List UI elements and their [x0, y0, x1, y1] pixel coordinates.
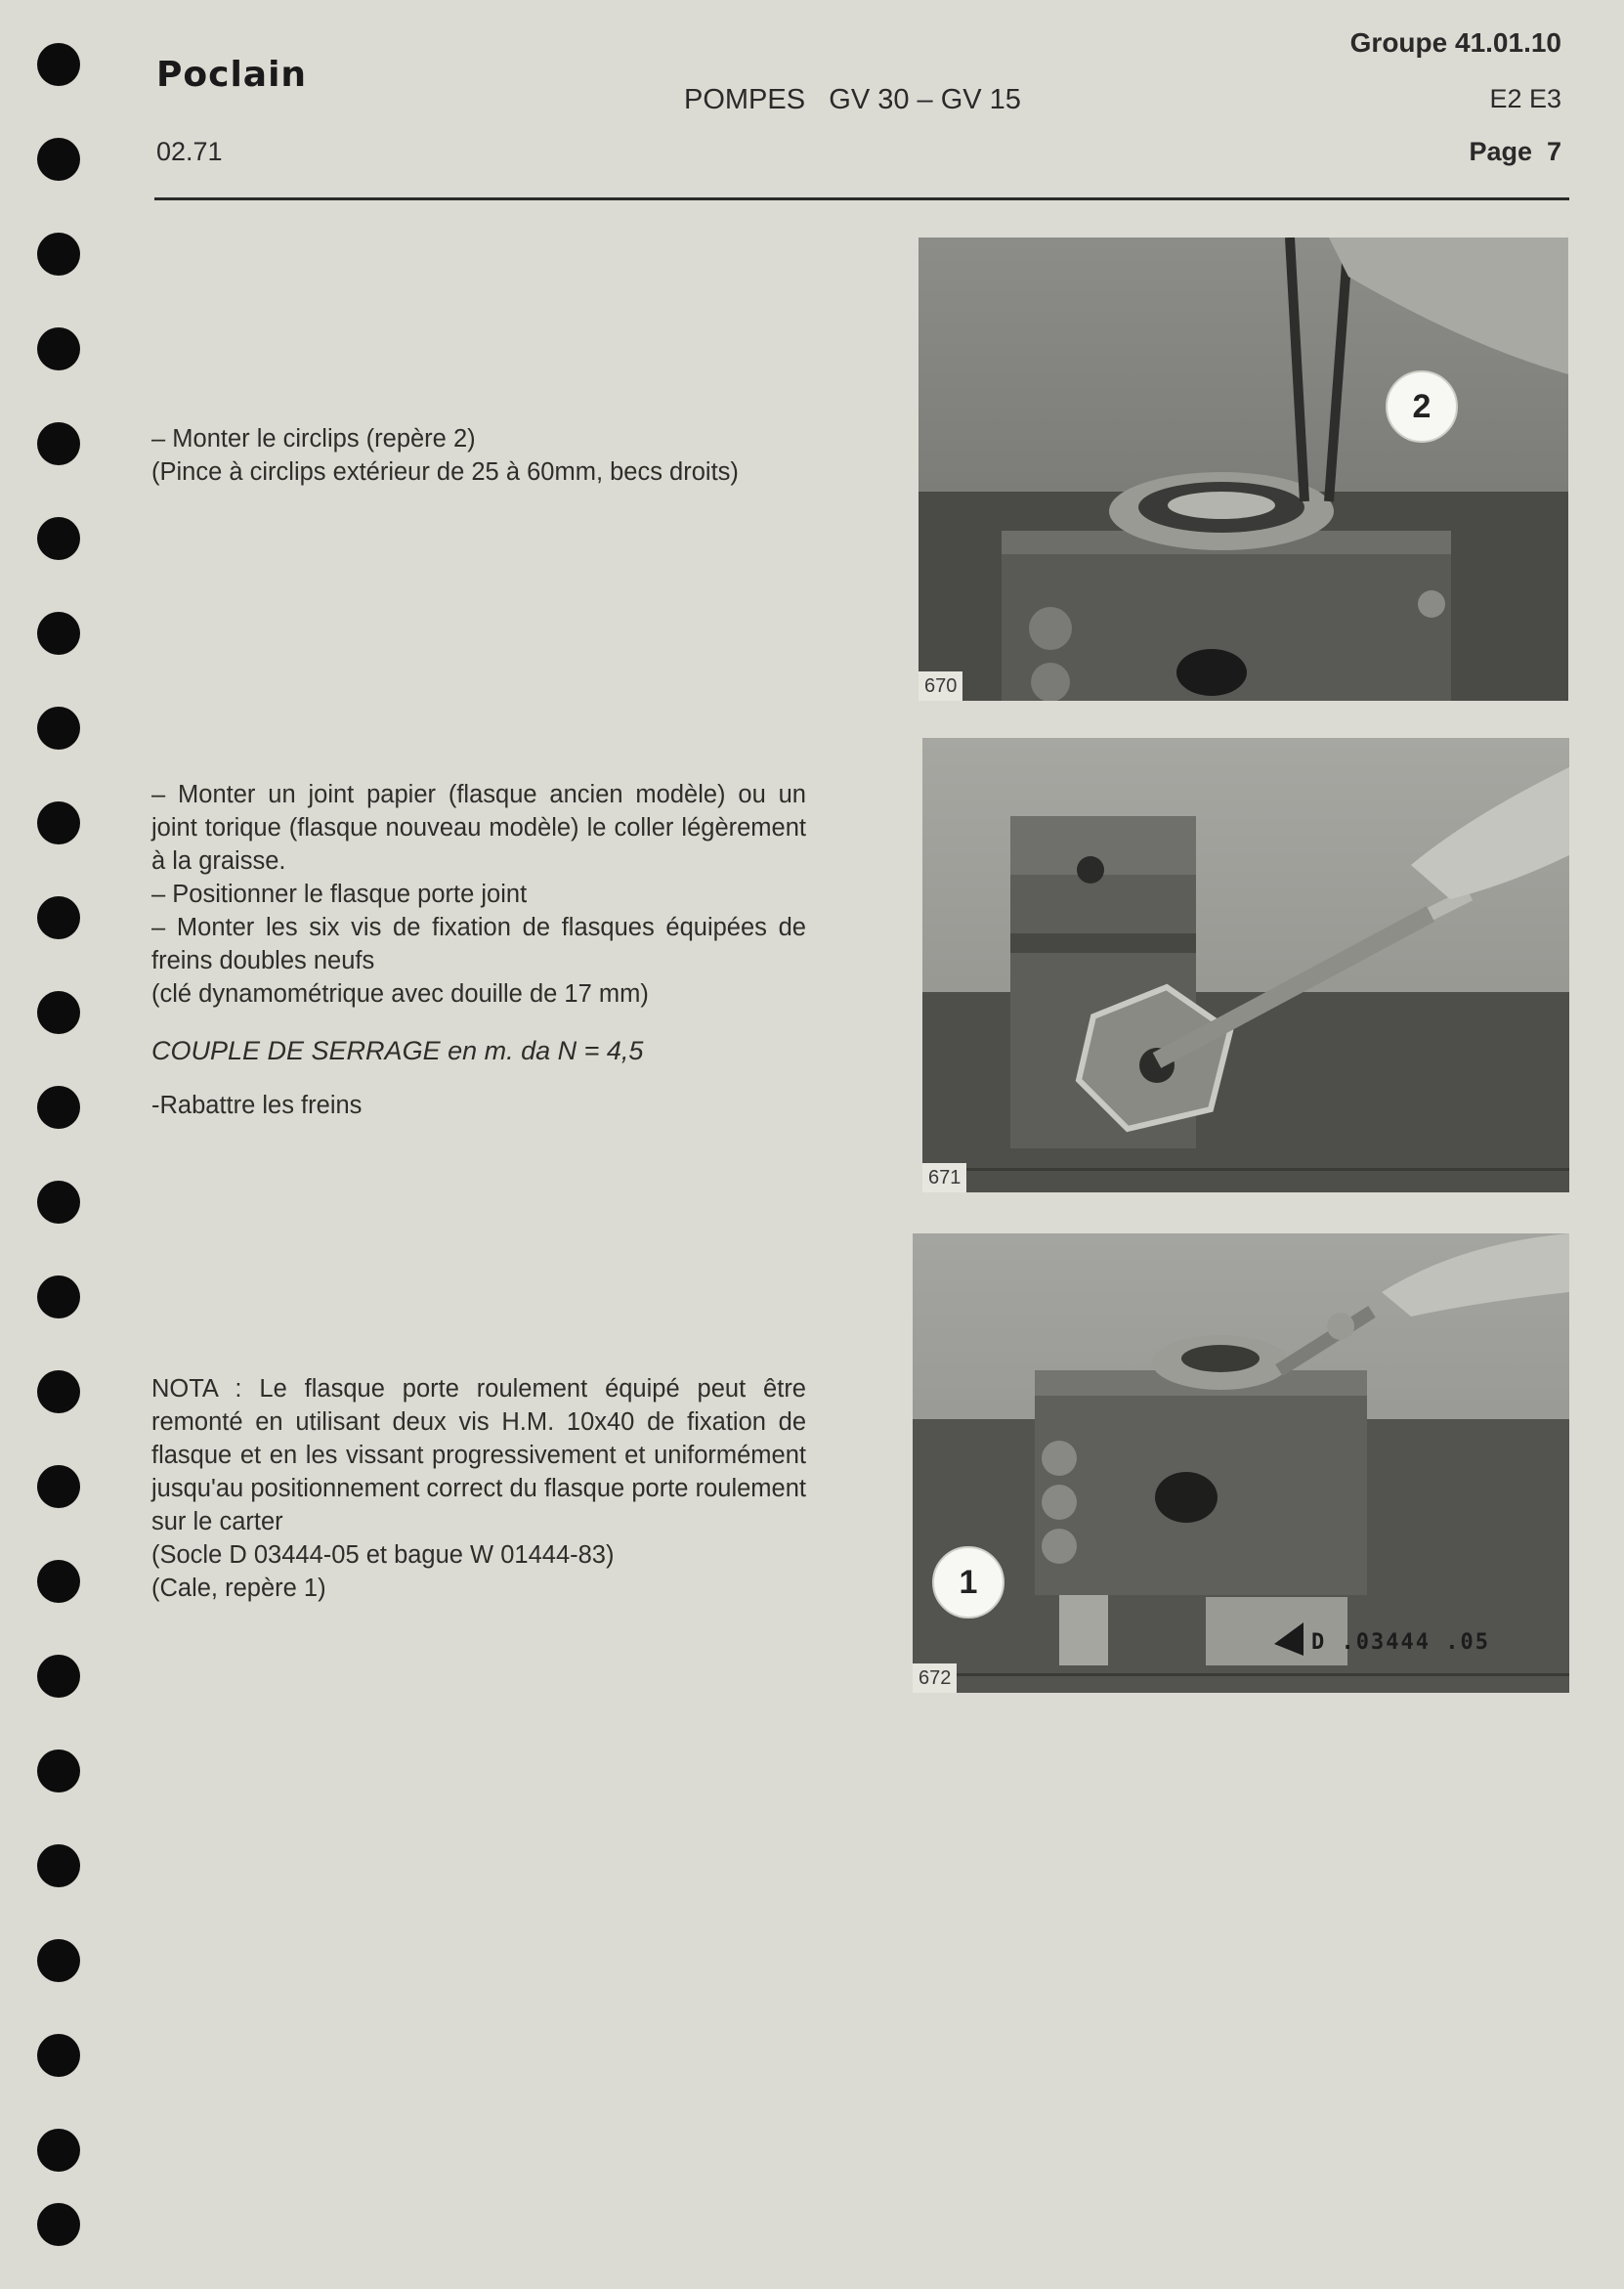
figure-number: 672	[913, 1663, 957, 1693]
torque-spec: COUPLE DE SERRAGE en m. da N = 4,5	[151, 1036, 644, 1065]
callout-marker: 2	[1386, 370, 1458, 443]
punch-hole	[37, 1749, 80, 1792]
punch-hole	[37, 1275, 80, 1318]
instruction-line: (Pince à circlips extérieur de 25 à 60mm, becs droits)	[151, 458, 739, 486]
instruction-line: – Positionner le flasque porte joint	[151, 881, 528, 908]
punch-hole	[37, 896, 80, 939]
instruction-line: – Monter un joint papier (flasque ancien modèle) ou un joint torique (flasque nouveau modèle) le coller légèrement à la graisse.	[151, 781, 806, 875]
photo-671-image	[922, 738, 1569, 1192]
edition-code: E2 E3	[1489, 84, 1561, 113]
punch-hole	[37, 1181, 80, 1224]
punch-hole	[37, 1939, 80, 1982]
punch-hole	[37, 2034, 80, 2077]
photo-672-image	[913, 1233, 1569, 1693]
header-rule	[154, 197, 1569, 200]
callout-marker: 1	[932, 1546, 1004, 1619]
instruction-line: (Socle D 03444-05 et bague W 01444-83)	[151, 1541, 615, 1569]
punch-hole	[37, 138, 80, 181]
instruction-block-1	[151, 422, 806, 489]
punch-hole	[37, 1844, 80, 1887]
document-title: POMPES GV 30 – GV 15	[684, 84, 1021, 115]
punch-hole	[37, 707, 80, 750]
punch-hole	[37, 1465, 80, 1508]
photo-671	[922, 738, 1569, 1192]
brand-logo: Poclain	[156, 55, 308, 95]
instruction-line: (clé dynamométrique avec douille de 17 mm)	[151, 980, 649, 1008]
punch-hole	[37, 801, 80, 844]
photo-670	[919, 238, 1568, 701]
punch-hole	[37, 2129, 80, 2172]
photo-670-image	[919, 238, 1568, 701]
group-reference: Groupe 41.01.10	[1349, 27, 1561, 58]
figure-number: 671	[922, 1163, 966, 1192]
instruction-line: – Monter les six vis de fixation de flasques équipées de freins doubles neufs	[151, 914, 806, 974]
instruction-line: (Cale, repère 1)	[151, 1575, 326, 1602]
page-number: Page 7	[1469, 137, 1561, 166]
nota-text: NOTA : Le flasque porte roulement équipé peut être remonté en utilisant deux vis H.M. 10x40 de fixation de flasque et en les vissant progressivement et uniformément jusqu'au positionnement correct du flasque porte roulement sur le carter	[151, 1375, 806, 1535]
punch-hole	[37, 612, 80, 655]
punch-hole	[37, 1086, 80, 1129]
punch-hole	[37, 517, 80, 560]
punch-hole	[37, 43, 80, 86]
instruction-block-3	[151, 1372, 806, 1605]
part-stamp: D .03444 .05	[1311, 1630, 1490, 1655]
instruction-line: -Rabattre les freins	[151, 1092, 363, 1119]
figure-number: 670	[919, 671, 962, 701]
punch-hole	[37, 1655, 80, 1698]
instruction-line: – Monter le circlips (repère 2)	[151, 425, 476, 453]
punch-hole	[37, 2203, 80, 2246]
punch-hole	[37, 991, 80, 1034]
photo-672	[913, 1233, 1569, 1693]
punch-hole	[37, 1560, 80, 1603]
instruction-block-2	[151, 778, 806, 1122]
punch-hole	[37, 422, 80, 465]
issue-date: 02.71	[156, 137, 223, 166]
punch-hole	[37, 327, 80, 370]
punch-hole	[37, 233, 80, 276]
punch-hole	[37, 1370, 80, 1413]
binder-holes	[37, 43, 84, 2252]
